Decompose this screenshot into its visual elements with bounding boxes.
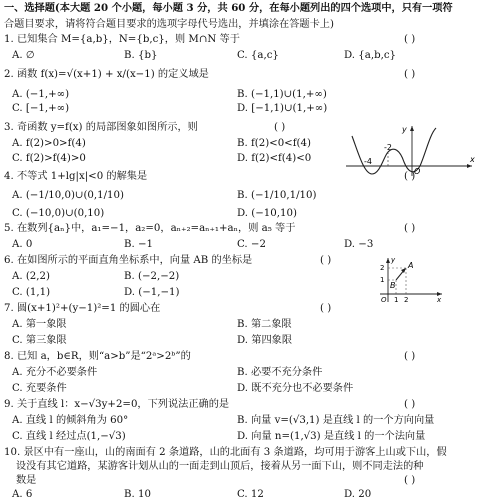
question-5-answer-paren: ( ) [404,223,416,234]
section-header: 一、选择题(本大题 20 个小题，每小题 3 分，共 60 分，在每小题列出的四个选项中，只有一项符 [4,2,453,14]
question-6-stem: 6. 在如图所示的平面直角坐标系中，向量 AB 的坐标是 [4,255,253,266]
question-8-option-c: C. 充要条件 [12,383,67,394]
question-5-option-c: C. −2 [237,239,266,250]
question-3-answer-paren: ( ) [274,122,286,133]
question-8-answer-paren: ( ) [404,351,416,362]
question-4-option-a: A. (−1/10,0)∪(0,1/10) [12,190,124,201]
q6-point-a-label: A [408,261,414,270]
question-6-option-a: A. (2,2) [12,271,50,282]
question-2-option-b: B. (−1,1)∪(1,+∞) [237,89,327,100]
question-8-option-d: D. 既不充分也不必要条件 [237,383,354,394]
question-6-option-c: C. (1,1) [12,287,51,298]
question-7-option-c: C. 第三象限 [12,335,67,346]
question-4-stem: 4. 不等式 1+lg|x|<0 的解集是 [4,171,148,182]
q6-origin-label: O [381,296,387,304]
question-7-option-b: B. 第二象限 [237,319,292,330]
question-1-answer-paren: ( ) [404,34,416,45]
question-3-option-c: C. f(2)>f(4)>0 [12,153,86,164]
question-10-stem-line3: 数是 [16,475,37,486]
question-5-option-b: B. −1 [124,239,153,250]
q6-x-tick-1: 1 [394,296,399,304]
question-1-option-a: A. ∅ [12,50,35,61]
question-9-answer-paren: ( ) [404,399,416,410]
question-10-option-d: D. 20 [344,489,372,500]
question-10-stem-line1: 10. 景区中有一座山，山的南面有 2 条道路，山的北面有 3 条道路，均可用于游客上山或下山，假 [4,447,447,458]
question-10-stem-line2: 设没有其它道路，某游客计划从山的一面走到山顶后，接着从另一面下山，则不同走法的种 [16,461,424,472]
question-7-stem: 7. 圆(x+1)²+(y−1)²=1 的圆心在 [4,303,161,314]
question-4-option-d: D. (−10,10) [237,208,297,219]
question-1-option-b: B. {b} [124,50,158,61]
question-9-option-b: B. 向量 v=(√3,1) 是直线 l 的一个方向向量 [237,415,435,426]
question-3-option-b: B. f(2)<0<f(4) [237,138,311,149]
question-1-option-c: C. {a,c} [237,50,279,61]
q3-label-neg4: -4 [364,157,372,166]
q3-label-neg2: -2 [384,143,392,152]
question-3-option-d: D. f(2)<f(4)<0 [237,153,312,164]
question-4-option-c: C. (−10,0)∪(0,10) [12,208,105,219]
question-6-figure [374,254,446,304]
q3-y-arrow [410,126,414,131]
question-9-option-a: A. 直线 l 的倾斜角为 60° [12,415,129,426]
question-2-option-d: D. [−1,1)∪(1,+∞) [237,103,328,114]
question-7-answer-paren: ( ) [320,303,332,314]
question-6-option-d: D. (−1,−1) [124,287,180,298]
question-4-option-b: B. (−1/10,1/10) [237,190,317,201]
q6-y-tick-1: 1 [380,276,385,284]
question-3-option-a: A. f(2)>0>f(4) [12,138,86,149]
question-9-option-c: C. 直线 l 经过点(1,−√3) [12,431,126,442]
question-8-option-b: B. 必要不充分条件 [237,367,323,378]
q6-point-b-label: B [390,281,396,290]
question-10-option-c: C. 12 [237,489,264,500]
question-6-answer-paren: ( ) [320,255,332,266]
question-7-option-a: A. 第一象限 [12,319,67,330]
q6-x-label: x [437,296,442,304]
question-2-option-a: A. (−1,+∞) [12,89,70,100]
q3-origin-label: O [414,167,421,176]
q3-x-label: x [470,155,475,164]
question-10-answer-paren: ( ) [404,475,416,486]
question-1-option-d: D. {a,b,c} [344,50,397,61]
q6-y-tick-2: 2 [380,264,385,272]
question-8-stem: 8. 已知 a，b∈R，则“a>b”是“2ᵃ>2ᵇ”的 [4,351,191,362]
question-5-stem: 5. 在数列{aₙ}中，a₁=−1，a₂=0，aₙ₊₂=aₙ₊₁+aₙ，则 a₅ 等于 [4,223,296,234]
question-7-option-d: D. 第四象限 [237,335,293,346]
q3-x-arrow [467,164,472,168]
question-9-option-d: D. 向量 n=(1,√3) 是直线 l 的一个法向量 [237,431,426,442]
question-5-option-d: D. −3 [344,239,374,250]
question-3-stem: 3. 奇函数 y=f(x) 的局部图象如图所示，则 [4,122,198,133]
q6-y-arrow [386,258,390,263]
question-9-stem: 9. 关于直线 l：x−√3y+2=0，下列说法正确的是 [4,399,230,410]
question-2-stem: 2. 函数 f(x)=√(x+1) + x/(x−1) 的定义域是 [4,69,209,80]
q6-y-label: y [391,256,396,264]
question-2-answer-paren: ( ) [404,69,416,80]
section-instructions: 合题目要求，请将符合题目要求的选项字母代号选出，并填涂在答题卡上) [4,19,334,30]
question-10-option-b: B. 10 [124,489,151,500]
question-2-option-c: C. [−1,+∞) [12,103,70,114]
question-8-option-a: A. 充分不必要条件 [12,367,98,378]
question-4-answer-paren: ( ) [404,171,416,182]
question-10-option-a: A. 6 [12,489,33,500]
q3-curve [352,128,436,174]
question-1-stem: 1. 已知集合 M={a,b}，N={b,c}，则 M∩N 等于 [4,34,240,45]
q3-y-label: y [402,125,407,134]
q6-x-tick-2: 2 [404,296,409,304]
question-6-option-b: B. (−2,−2) [124,271,180,282]
question-5-option-a: A. 0 [12,239,33,250]
